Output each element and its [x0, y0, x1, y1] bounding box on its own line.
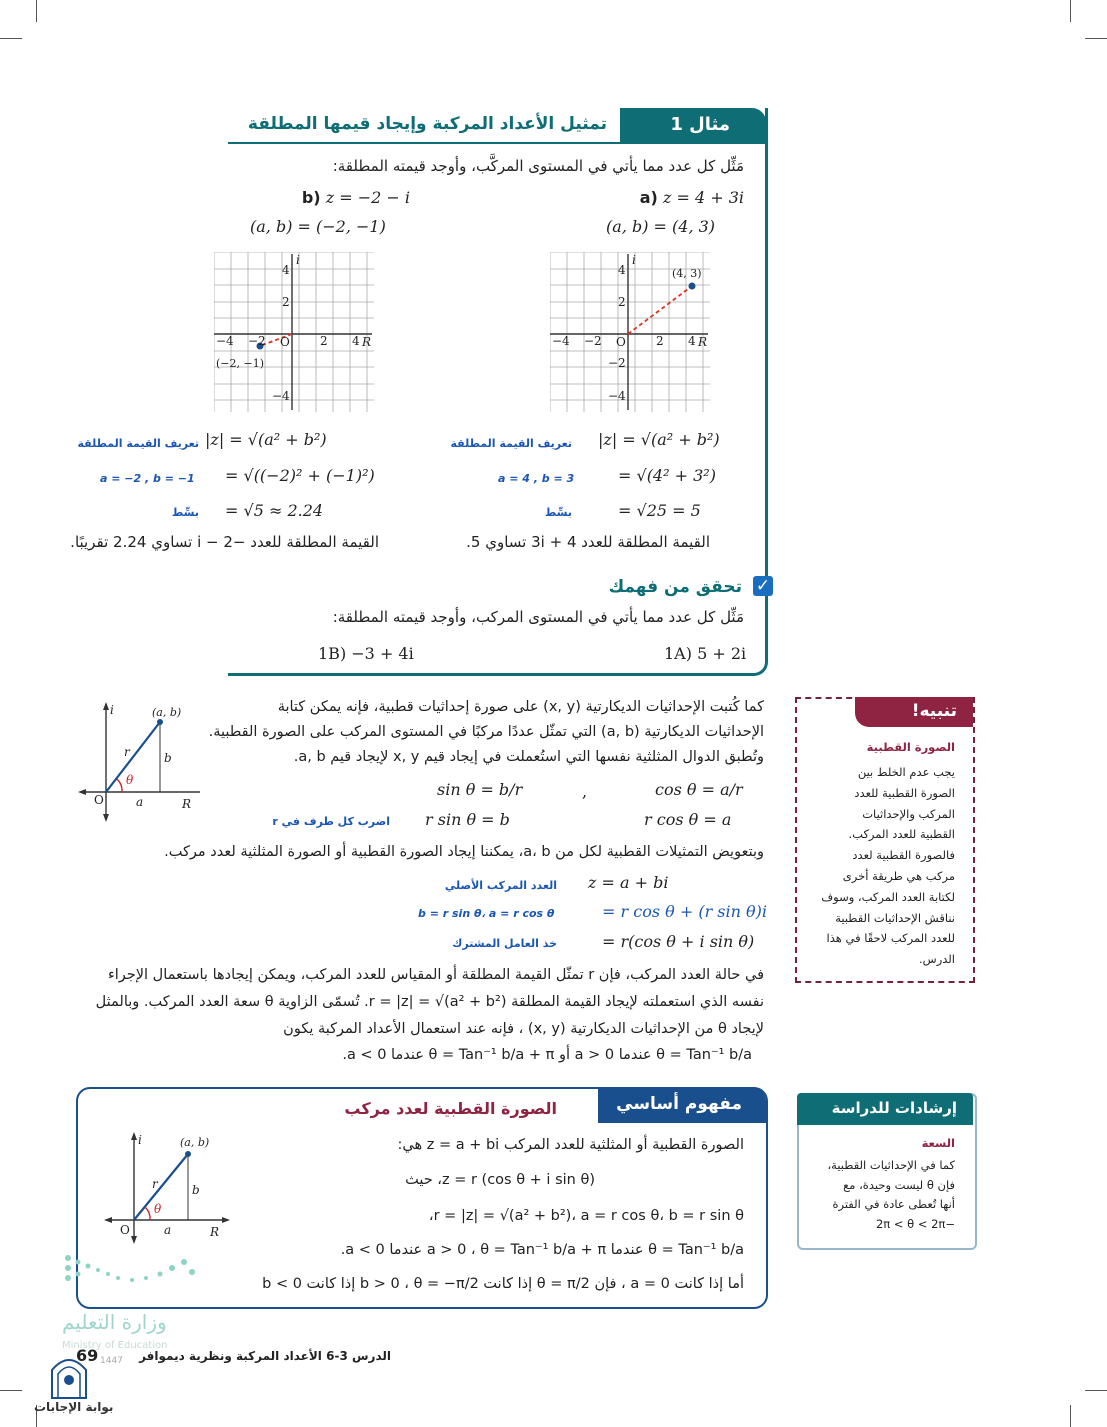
- part-b-step2-note: a = −2 , b = −1: [100, 472, 195, 485]
- cos-equation: cos θ = a/r: [655, 780, 743, 799]
- axis-label-r: R: [698, 335, 708, 349]
- diag-theta: θ: [126, 773, 134, 787]
- polar-para1-line1: كما كُتبت الإحداثيات الديكارتية (x, y) على صورة إحداثيات قطبية، فإنه يمكن كتابة: [277, 699, 764, 715]
- caution-line: يجب عدم الخلط بين: [857, 765, 955, 779]
- graph-part-a: [550, 252, 710, 412]
- part-a-label: a): [639, 188, 658, 207]
- derivation-eq2-note: b = r sin θ، a = r cos θ: [418, 907, 555, 920]
- year-label: 1447: [100, 1356, 123, 1366]
- diag-r: r: [124, 745, 130, 759]
- part-b-step2: = √((−2)² + (−1)²): [225, 466, 375, 485]
- key-concept-line3: r = |z| = √(a² + b²)، a = r cos θ، b = r sin θ،: [428, 1208, 744, 1224]
- polar-para3-line4: θ = Tan⁻¹ b/a عندما a > 0 أو θ = Tan⁻¹ b/a + π عندما a < 0.: [342, 1047, 752, 1063]
- derivation-eq2: = r cos θ + (r sin θ)i: [602, 902, 768, 921]
- polar-para1-line2: الإحداثيات الديكارتية (a, b) التي تمثّل عددًا مركبًا في المستوى المركب على الصورة القطبية.: [208, 724, 764, 740]
- part-b-header: [302, 188, 410, 207]
- part-a-step3: = √25 = 5: [618, 501, 701, 520]
- concept-diag-r: r: [152, 1177, 158, 1191]
- axis-label-o: O: [280, 335, 290, 349]
- check-instruction: مَثِّل كل عدد مما يأتي في المستوى المركب، وأوجد قيمته المطلقة:: [332, 608, 744, 626]
- key-concept-line2: z = r (cos θ + i sin θ)، حيث: [405, 1172, 595, 1188]
- diag-o: O: [94, 793, 104, 807]
- axis-label-i: i: [632, 253, 636, 267]
- concept-diag-a: a: [164, 1223, 172, 1237]
- part-a-conclusion: القيمة المطلقة للعدد 4 + 3i تساوي 5.: [466, 533, 710, 551]
- caution-line: القطبية للعدد المركب.: [848, 827, 955, 842]
- rsin-equation: r sin θ = b: [425, 810, 510, 829]
- crop-mark: [0, 1390, 22, 1391]
- tick-y-4: 4: [282, 263, 290, 277]
- tick-y-2: 2: [618, 295, 626, 309]
- part-a-step1: |z| = √(a² + b²): [598, 430, 720, 449]
- concept-diag-r-axis: R: [210, 1225, 220, 1239]
- checkmark-icon: ✓: [753, 576, 773, 596]
- caution-line: للعدد المركب لاحقًا في هذا: [826, 931, 955, 946]
- part-b-expr: z = −2 − i: [325, 188, 410, 207]
- crop-mark: [1085, 1390, 1107, 1391]
- concept-diag-theta: θ: [154, 1202, 162, 1216]
- study-tip-line: −2π < θ < 2π: [875, 1216, 955, 1231]
- caution-line: لكتابة العدد المركب، وسوف: [821, 889, 955, 904]
- caution-title-bar: [855, 697, 973, 727]
- tick-y-2: 2: [282, 295, 290, 309]
- caution-line: مركب هي طريقة أخرى: [842, 868, 955, 883]
- example-tab-label: مثال 1: [670, 114, 730, 135]
- tick-y-neg4: −4: [272, 389, 290, 403]
- tick-x-neg4: −4: [216, 334, 234, 348]
- study-tip-line: فإن θ ليست وحيدة، مع: [843, 1177, 955, 1192]
- key-concept-tab: [598, 1087, 766, 1123]
- key-concept-title: الصورة القطبية لعدد مركب: [344, 1099, 557, 1118]
- crop-mark: [1070, 0, 1071, 22]
- diag-r-axis: R: [182, 797, 192, 811]
- study-tip-line: كما في الإحداثيات القطبية،: [827, 1158, 955, 1172]
- ministry-name: وزارة التعليم: [62, 1310, 167, 1334]
- part-a-step1-note: تعريف القيمة المطلقة: [450, 437, 572, 450]
- point-4-3: [689, 283, 696, 290]
- part-b-step3-note: بسِّط: [171, 506, 199, 519]
- axis-label-o: O: [616, 335, 626, 349]
- tick-x-2: 2: [320, 334, 328, 348]
- diag-a: a: [136, 795, 144, 809]
- concept-polar-diagram: [102, 1130, 232, 1245]
- part-b-label: b): [301, 188, 321, 207]
- part-a-step2-note: a = 4 , b = 3: [498, 472, 575, 485]
- diag-point: (a, b): [152, 706, 182, 719]
- tick-x-4: 4: [352, 334, 360, 348]
- concept-diag-i: i: [138, 1133, 142, 1147]
- lesson-footer: الدرس 3-6 الأعداد المركبة ونظرية ديموافر: [139, 1349, 391, 1363]
- caution-line: الصورة القطبية للعدد: [854, 785, 955, 800]
- study-tip-title: إرشادات للدراسة: [831, 1099, 957, 1117]
- crop-mark: [0, 38, 22, 39]
- caution-body: [785, 762, 955, 970]
- tick-x-4: 4: [688, 334, 696, 348]
- study-tip-body: [785, 1156, 955, 1234]
- caution-title: تنبيه!: [911, 701, 957, 721]
- caution-line: نناقش الإحداثيات القطبية: [835, 910, 955, 925]
- tick-y-4: 4: [618, 263, 626, 277]
- study-tip-subtitle: السعة: [921, 1136, 955, 1150]
- axis-label-r: R: [362, 335, 372, 349]
- sin-equation: sin θ = b/r: [437, 780, 523, 799]
- concept-diag-point: (a, b): [180, 1136, 210, 1149]
- part-b-pair: (a, b) = (−2, −1): [250, 217, 386, 236]
- tick-x-neg2: −2: [248, 334, 266, 348]
- key-concept-tab-label: مفهوم أساسي: [616, 1094, 742, 1114]
- tick-x-2: 2: [656, 334, 664, 348]
- part-b-step3: = √5 ≈ 2.24: [225, 501, 324, 520]
- page-number: 69: [76, 1346, 99, 1365]
- check-item-1a: 1A) 5 + 2i: [664, 644, 747, 663]
- modulus-segment: [628, 286, 692, 334]
- multiply-note: اضرب كل طرف في r: [272, 815, 390, 828]
- polar-para3-line3: لإيجاد θ من الإحداثيات الديكارتية (x, y) ، فإنه عند استعمال الأعداد المركبة يكون: [283, 1021, 764, 1037]
- diag-b: b: [164, 751, 172, 765]
- polar-para3-line1: في حالة العدد المركب، فإن r تمثّل القيمة المطلقة أو المقياس للعدد المركب، ويمكن إيجادها باستعمال الإجراء: [107, 967, 764, 983]
- example-tab: [620, 108, 766, 142]
- point-label-a: (4, 3): [672, 267, 702, 280]
- part-a-step3-note: بسِّط: [544, 506, 572, 519]
- derivation-eq1-note: العدد المركب الأصلي: [444, 879, 557, 892]
- tick-x-neg4: −4: [552, 334, 570, 348]
- key-concept-line5: أما إذا كانت a = 0 ، فإن θ = π/2 إذا كانت b > 0 ، θ = −π/2 إذا كانت b < 0: [262, 1276, 744, 1292]
- tick-y-neg4: −4: [608, 389, 626, 403]
- caution-subtitle: الصورة القطبية: [866, 740, 955, 754]
- polar-para2: وبتعويض التمثيلات القطبية لكل من a، b، يمكننا إيجاد الصورة القطبية أو الصورة المثلثية لعدد مركب.: [164, 844, 764, 860]
- part-b-step1-note: تعريف القيمة المطلقة: [77, 437, 199, 450]
- example-title: تمثيل الأعداد المركبة وإيجاد قيمها المطلقة: [247, 114, 607, 134]
- part-a-pair: (a, b) = (4, 3): [606, 217, 716, 236]
- part-a-header: [640, 188, 744, 207]
- key-concept-line4: θ = Tan⁻¹ b/a عندما a > 0 ، θ = Tan⁻¹ b/a + π عندما a < 0.: [340, 1242, 744, 1258]
- separator-comma: ,: [582, 782, 588, 801]
- check-item-1b: 1B) −3 + 4i: [318, 644, 414, 663]
- axis-label-i: i: [296, 253, 300, 267]
- derivation-eq3: = r(cos θ + i sin θ): [602, 932, 755, 951]
- caution-line: المركب والإحداثيات: [862, 806, 955, 821]
- tick-x-neg2: −2: [584, 334, 602, 348]
- derivation-eq3-note: خذ العامل المشترك: [452, 937, 557, 950]
- tick-y-neg2: −2: [608, 356, 626, 370]
- polar-diagram: [74, 700, 204, 825]
- ministry-dots-logo: [62, 1250, 202, 1300]
- watermark-emblem-icon: [46, 1350, 92, 1400]
- point-label-b: (−2, −1): [216, 357, 265, 370]
- part-a-expr: z = 4 + 3i: [662, 188, 744, 207]
- diag-i: i: [110, 703, 114, 717]
- part-b-step1: |z| = √(a² + b²): [205, 430, 327, 449]
- caution-line: الدرس.: [919, 952, 955, 967]
- derivation-eq1: z = a + bi: [588, 873, 669, 892]
- part-a-step2: = √(4² + 3²): [618, 466, 716, 485]
- example-instruction: مَثِّل كل عدد مما يأتي في المستوى المركَّب، وأوجد قيمته المطلقة:: [332, 157, 744, 175]
- key-concept-line1: الصورة القطبية أو المثلثية للعدد المركب z = a + bi هي:: [397, 1137, 744, 1153]
- crop-mark: [1070, 1405, 1071, 1427]
- crop-mark: [1085, 38, 1107, 39]
- study-tip-line: أنها تُعطى عادة في الفترة: [832, 1197, 955, 1211]
- crop-mark: [36, 0, 37, 22]
- caution-line: فالصورة القطبية لعدد: [852, 848, 955, 863]
- part-b-conclusion: القيمة المطلقة للعدد −2 − i تساوي 2.24 تقريبًا.: [70, 533, 379, 551]
- graph-part-b: [214, 252, 374, 412]
- polar-para1-line3: وتُطبق الدوال المثلثية نفسها التي استُعملت في إيجاد قيم x, y لإيجاد قيم a, b.: [293, 749, 764, 765]
- watermark-text: بوابة الإجابات: [34, 1400, 114, 1414]
- check-title: تحقق من فهمك: [608, 577, 742, 597]
- concept-diag-o: O: [120, 1223, 130, 1237]
- polar-para3-line2: نفسه الذي استعملته لإيجاد القيمة المطلقة r = |z| = √(a² + b²). تُسمّى الزاوية θ سعة العدد المركب. وبالمثل: [95, 994, 764, 1010]
- ministry-name-en: Ministry of Education: [62, 1340, 168, 1351]
- rcos-equation: r cos θ = a: [644, 810, 732, 829]
- concept-diag-b: b: [192, 1183, 200, 1197]
- study-tip-title-bar: [797, 1093, 973, 1125]
